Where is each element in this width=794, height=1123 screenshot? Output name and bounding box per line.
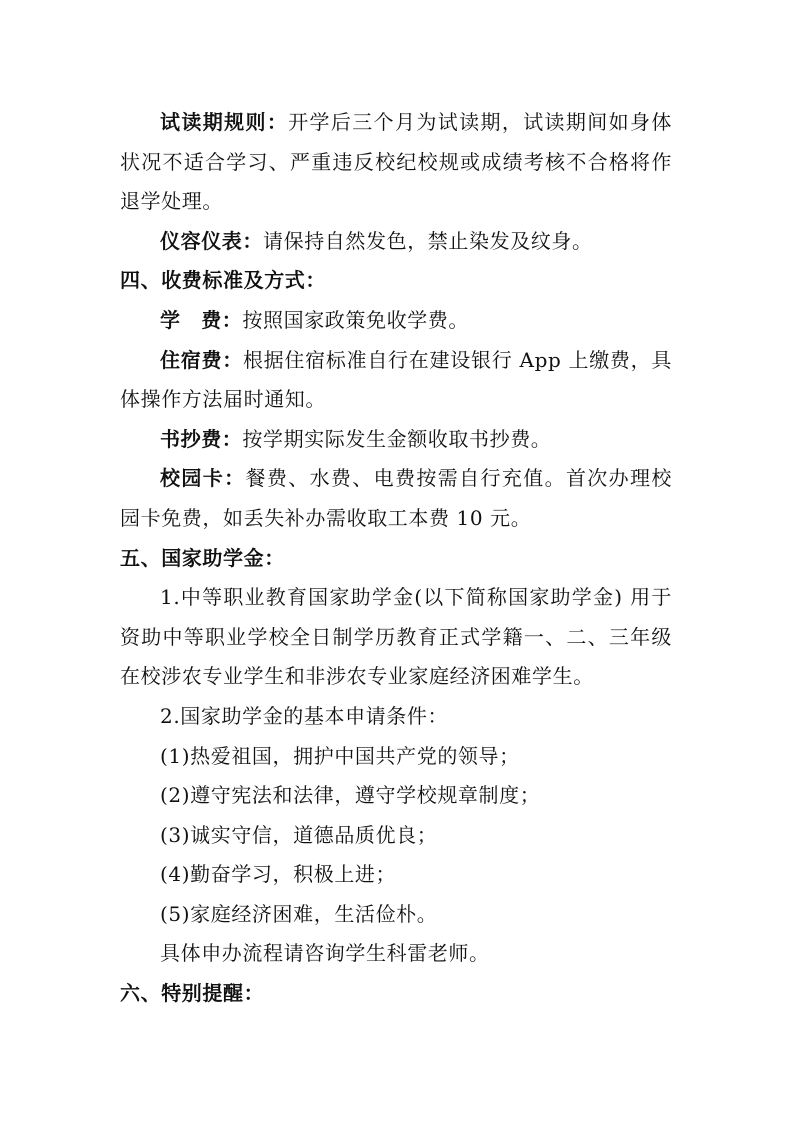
section-5-heading: 五、国家助学金： [120, 545, 285, 570]
grant-condition-5: (5)家庭经济困难，生活俭朴。 [160, 901, 438, 926]
book-fee-text: 按学期实际发生金额收取书抄费。 [242, 426, 552, 451]
appearance-term: 仪容仪表： [160, 228, 263, 253]
campus-card-term: 校园卡： [160, 466, 246, 491]
book-fee-term: 书抄费： [160, 426, 243, 451]
campus-card-paragraph [120, 459, 672, 538]
document-body [120, 103, 672, 1014]
campus-card-text: 餐费、水费、电费按需自行充值。首次办理校园卡免费，如丢失补办需收取工本费 10 元。 [120, 466, 673, 530]
grant-item-2: 2.国家助学金的基本申请条件： [160, 703, 449, 728]
tuition-paragraph [120, 301, 672, 341]
grant-condition-1: (1)热爱祖国，拥护中国共产党的领导； [160, 743, 520, 768]
grant-condition-2: (2)遵守宪法和法律，遵守学校规章制度； [160, 783, 541, 808]
section-4-heading: 四、收费标准及方式： [120, 268, 326, 293]
probation-rule-paragraph [120, 103, 672, 222]
grant-contact: 具体申办流程请咨询学生科雷老师。 [160, 941, 490, 966]
grant-condition-3: (3)诚实守信，道德品质优良； [160, 822, 438, 847]
grant-condition-4: (4)勤奋学习，积极上进； [160, 862, 397, 887]
tuition-text: 按照国家政策免收学费。 [242, 307, 470, 332]
dorm-fee-text: 根据住宿标准自行在建设银行 App 上缴费，具体操作方法届时通知。 [120, 347, 672, 412]
book-fee-paragraph [120, 420, 672, 460]
probation-rule-text: 开学后三个月为试读期，试读期间如身体状况不适合学习、严重违反校纪校规或成绩考核不合格将作退学处理。 [120, 110, 672, 214]
tuition-term: 学 费： [160, 307, 243, 332]
dorm-fee-paragraph [120, 341, 672, 420]
grant-item-1: 1.中等职业教育国家助学金(以下简称国家助学金) 用于资助中等职业学校全日制学历教育正式学籍一、二、三年级在校涉农专业学生和非涉农专业家庭经济困难学生。 [120, 585, 672, 689]
dorm-fee-term: 住宿费： [160, 347, 243, 372]
appearance-text: 请保持自然发色，禁止染发及纹身。 [263, 228, 593, 253]
section-6-heading: 六、特别提醒： [120, 981, 265, 1006]
appearance-paragraph [120, 222, 672, 262]
probation-rule-term: 试读期规则： [160, 110, 289, 134]
